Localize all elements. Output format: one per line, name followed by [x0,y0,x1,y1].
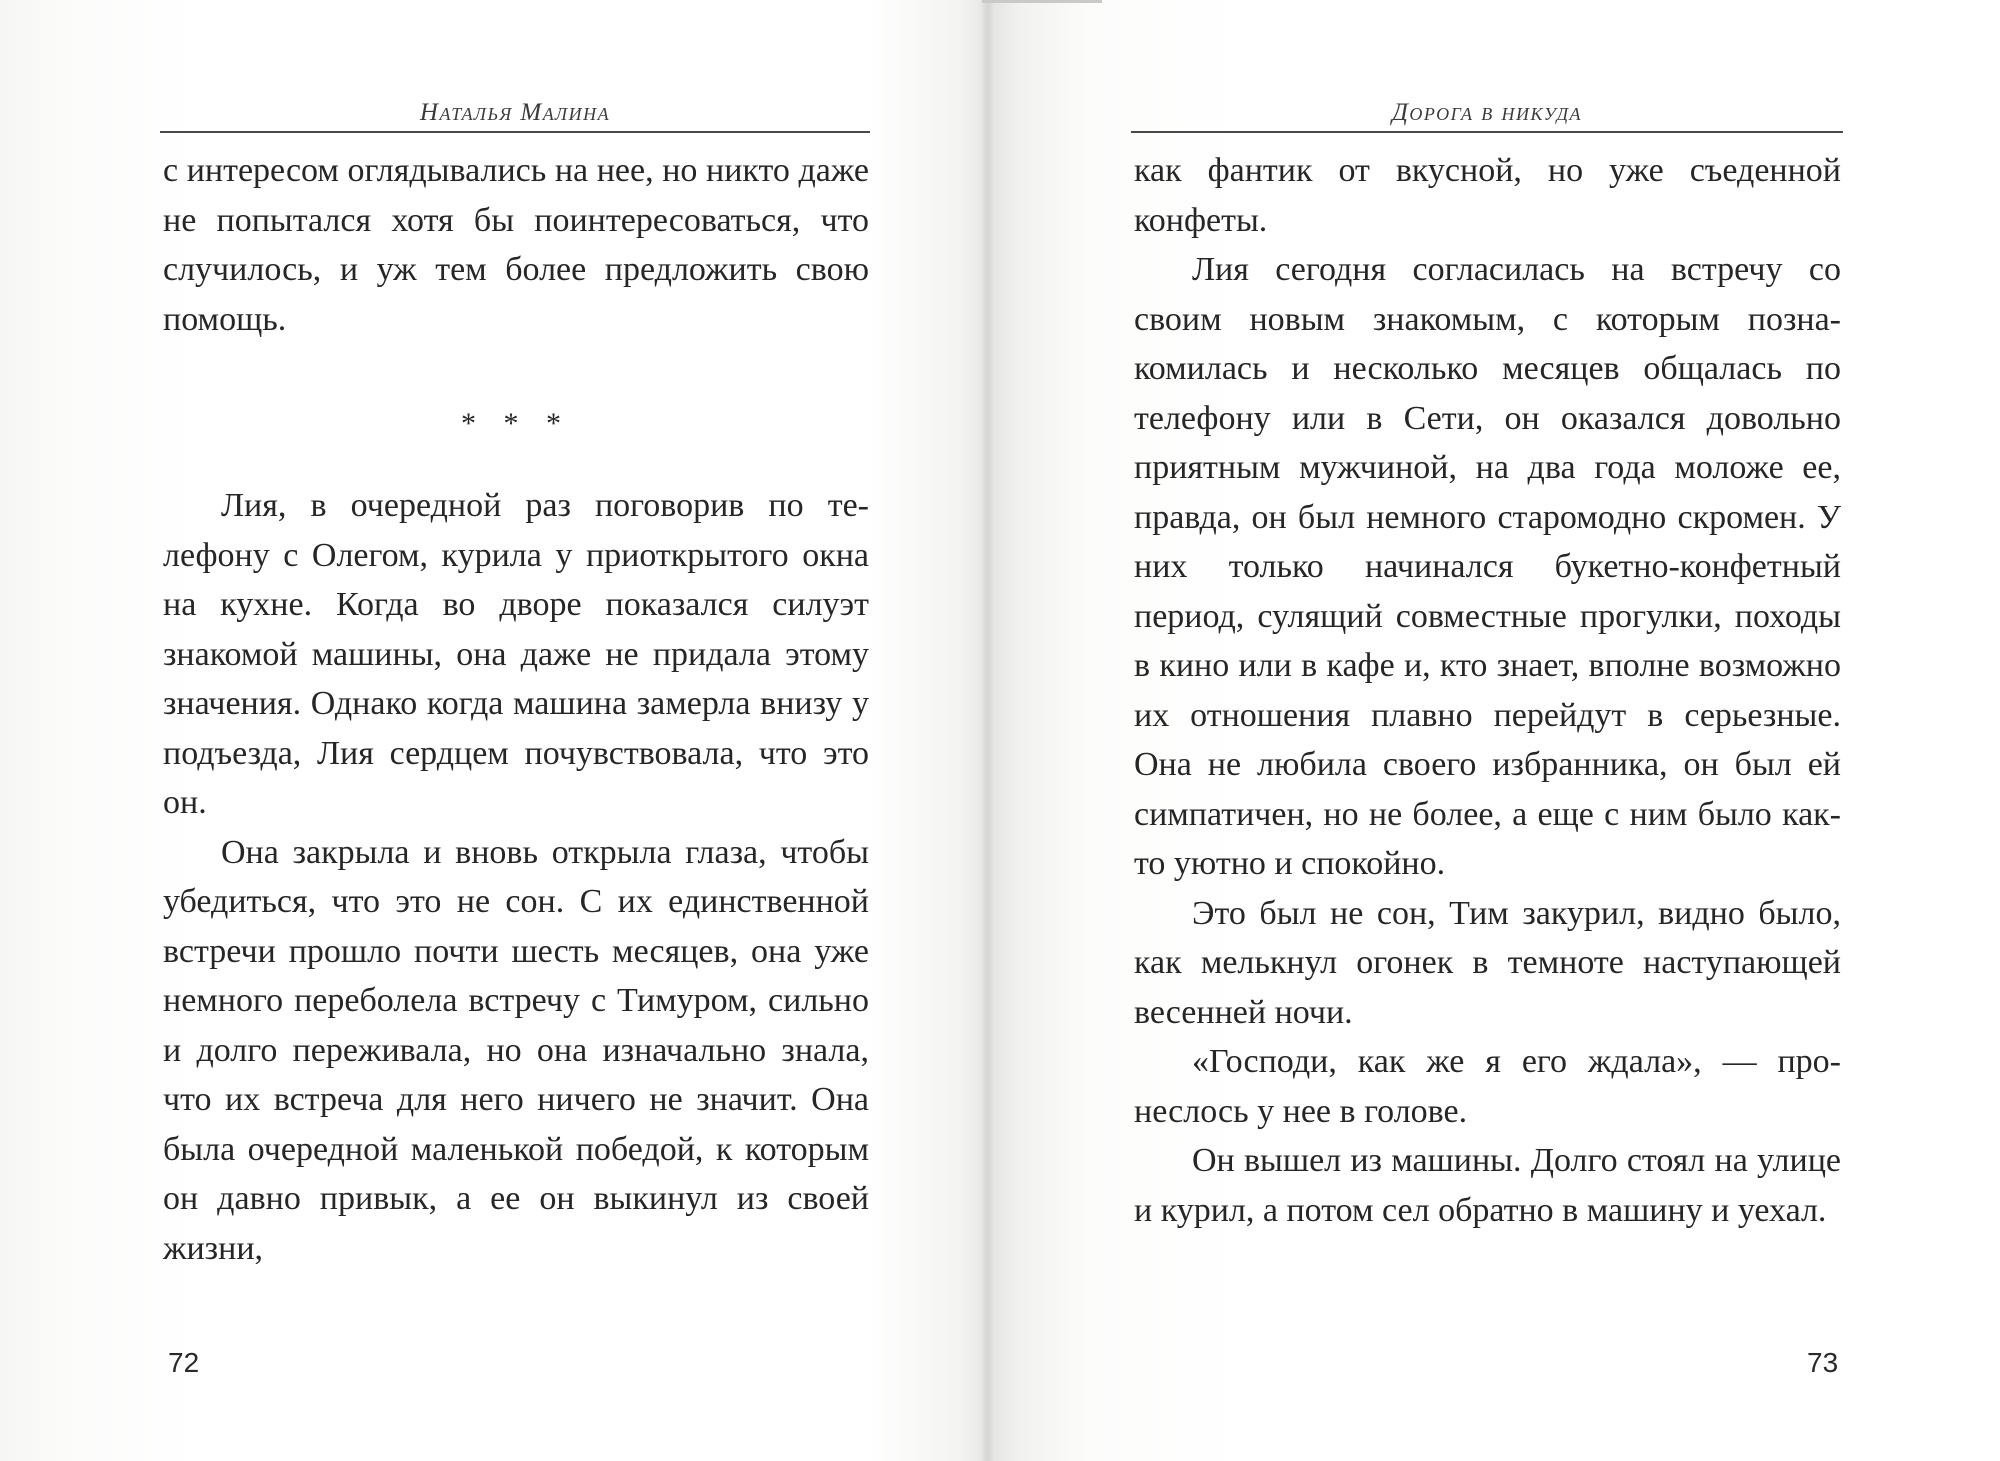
paragraph: «Господи, как же я его ждала», — пронеслось у нее в голове. [1134,1043,1841,1130]
left-page [0,0,988,1461]
header-rule [1131,131,1843,133]
right-page-text [1134,146,1841,1235]
page-number: 72 [168,1347,200,1378]
paragraph: Это был не сон, Тим закурил, видно было, как мелькнул огонек в темноте наступающей весенней ночи. [1134,894,1841,1031]
page-edge-mark [982,0,1102,3]
paragraph: Он вышел из машины. Долго стоял на улице и курил, а потом сел обратно в машину и уехал. [1134,1142,1841,1229]
paragraph: Лия, в очередной раз поговорив по телефону с Олегом, курила у приоткрытого окна на кухне. Когда во дворе показался силуэт знакомой машины, она даже не придала этому значения. Однако когда машина замерла внизу у подъезда, Лия сердцем почувствовала, что это он. [163,487,869,821]
page-number: 73 [1807,1347,1839,1378]
right-page [988,0,2000,1461]
paragraph: с интересом оглядывались на нее, но никто даже не попытался хотя бы поинтересоваться, что случилось, и уж тем более предложить свою помощь. [163,152,869,338]
header-rule [160,131,870,133]
running-head-author: Наталья Малина [419,99,611,126]
paragraph: как фантик от вкусной, но уже съеденной конфеты. [1134,152,1841,239]
paragraph: Она закрыла и вновь открыла глаза, чтобы убедиться, что это не сон. С их единственной встречи прошло почти шесть месяцев, она уже немного переболела встречу с Тимуром, сильно и долго переживала, но она изначально знала, что их встреча для него ничего не значит. Она была очередной маленькой победой, к которым он давно привык, а ее он выкинул из своей жизни, [163,833,869,1267]
book-gutter [980,0,994,1461]
running-head-title: Дорога в никуда [1391,99,1583,126]
paragraph: Лия сегодня согласилась на встречу со своим новым знакомым, с которым познакомилась и несколько месяцев общалась по телефону или в Сети, он оказался довольно приятным мужчиной, на два года моложе ее, правда, он был немного старомодно скромен. У них только начинался букетно-конфетный период, сулящий совместные прогулки, походы в кино или в кафе и, кто знает, вполне возможно их отношения плавно перейдут в серьезные. Она не любила своего избранника, он был ей симпатичен, но не более, а еще с ним было как-то уютно и спокойно. [1134,251,1841,882]
left-page-text [163,146,869,1273]
section-separator: * * * [461,407,571,440]
